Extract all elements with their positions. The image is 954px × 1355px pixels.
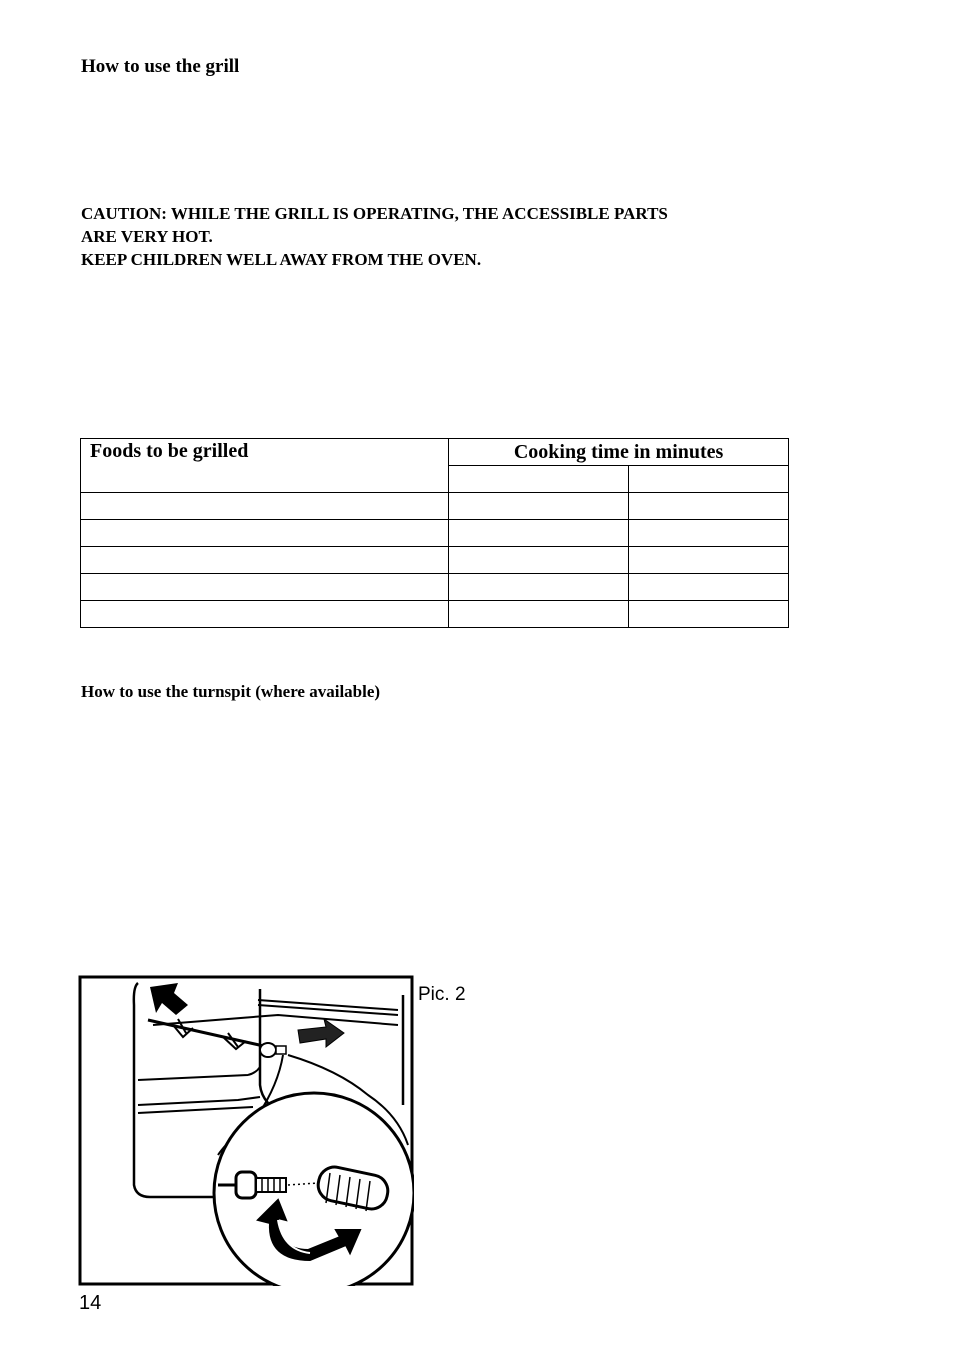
- foods-column-header: Foods to be grilled: [81, 439, 449, 493]
- table-cell: [81, 574, 449, 601]
- table-cell: [628, 547, 788, 574]
- table-row: [81, 601, 789, 628]
- table-cell: [628, 520, 788, 547]
- table-cell: [449, 574, 629, 601]
- table-cell: [449, 547, 629, 574]
- table-cell: [81, 601, 449, 628]
- table-row: [81, 493, 789, 520]
- figure-caption: Pic. 2: [418, 984, 466, 1005]
- table-row: [81, 547, 789, 574]
- magnified-thread: [256, 1178, 286, 1192]
- caution-line-3: KEEP CHILDREN WELL AWAY FROM THE OVEN.: [81, 250, 482, 269]
- grill-section-heading: How to use the grill: [81, 56, 240, 77]
- caution-line-2: ARE VERY HOT.: [81, 227, 213, 246]
- caution-notice: [81, 202, 668, 271]
- table-cell: [81, 547, 449, 574]
- subheader-cell: [628, 466, 788, 493]
- table-cell: [449, 493, 629, 520]
- table-cell: [81, 493, 449, 520]
- magnified-nut: [236, 1172, 256, 1198]
- table-cell: [449, 601, 629, 628]
- table-cell: [449, 520, 629, 547]
- cooking-time-header: Cooking time in minutes: [449, 439, 789, 466]
- table-row: [81, 520, 789, 547]
- turnspit-illustration: [78, 975, 414, 1286]
- subheader-cell: [449, 466, 629, 493]
- grill-cooking-table: [80, 438, 789, 628]
- table-row: [81, 574, 789, 601]
- table-header-row: [81, 439, 789, 466]
- table-cell: [628, 574, 788, 601]
- page-number: 14: [79, 1292, 102, 1314]
- table-cell: [628, 493, 788, 520]
- caution-line-1: CAUTION: WHILE THE GRILL IS OPERATING, THE ACCESSIBLE PARTS: [81, 204, 668, 223]
- spit-socket: [276, 1046, 286, 1054]
- turnspit-section-heading: How to use the turnspit (where available): [81, 682, 381, 701]
- spit-connector: [260, 1043, 276, 1057]
- table-cell: [628, 601, 788, 628]
- table-cell: [81, 520, 449, 547]
